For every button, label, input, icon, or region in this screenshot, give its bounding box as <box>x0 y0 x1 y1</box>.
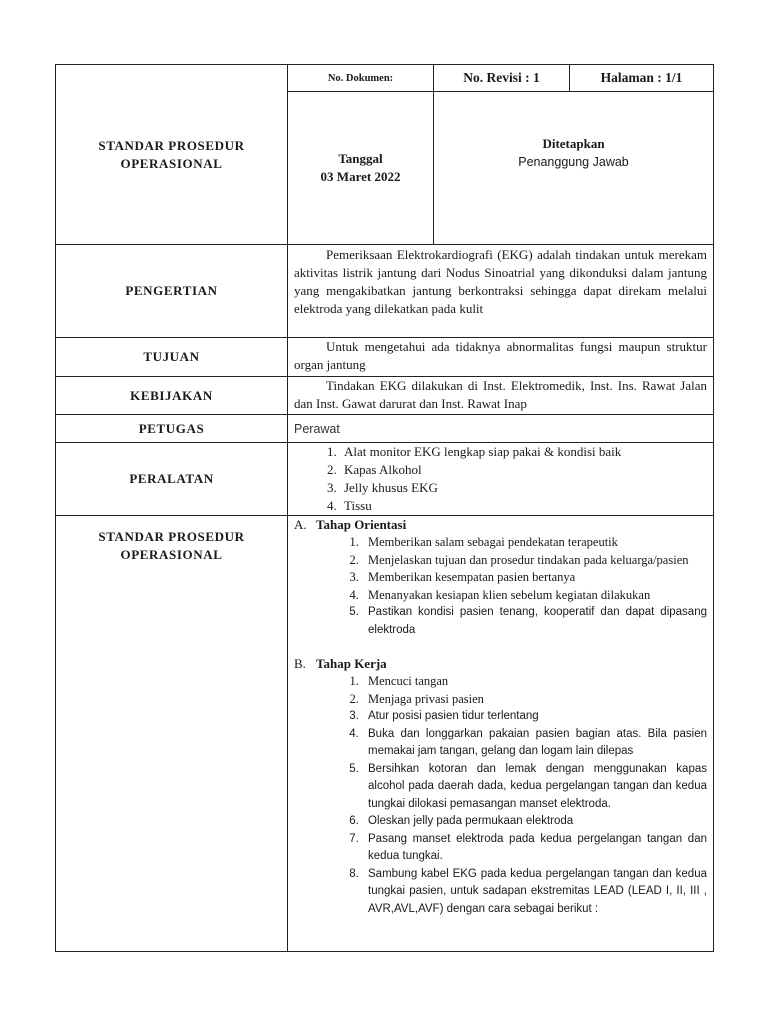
peralatan-list <box>288 443 713 515</box>
section-a-letter: A. <box>294 517 307 532</box>
section-a-steps <box>288 534 713 639</box>
list-item: 5. Pastikan kondisi pasien tenang, kooperatif dan dapat dipasang elektroda <box>362 604 707 639</box>
list-item: 6. Oleskan jelly pada permukaan elektroda <box>362 813 707 831</box>
tanggal-cell <box>288 92 434 245</box>
kebijakan-text: Tindakan EKG dilakukan di Inst. Elektromedik, Inst. Ins. Rawat Jalan dan Inst. Gawat darurat dan Inst. Rawat Inap <box>294 378 707 411</box>
tanggal-value: 03 Maret 2022 <box>320 169 401 184</box>
sop-label: STANDAR PROSEDUR OPERASIONAL <box>98 529 245 562</box>
peralatan-label: PERALATAN <box>129 471 214 486</box>
section-b-heading <box>288 655 713 673</box>
no-revisi-cell <box>434 65 570 92</box>
section-b-steps <box>288 673 713 918</box>
petugas-text: Perawat <box>294 421 340 436</box>
tujuan-cell <box>288 338 714 377</box>
document-title-cell <box>56 65 288 245</box>
peralatan-cell <box>288 443 714 516</box>
no-revisi: No. Revisi : 1 <box>463 70 540 85</box>
ditetapkan-cell <box>434 92 714 245</box>
list-item: 3. Atur posisi pasien tidur terlentang <box>362 708 707 726</box>
sop-table <box>55 64 714 952</box>
list-item: 1. Alat monitor EKG lengkap siap pakai & kondisi baik <box>340 443 713 461</box>
list-item: 2. Kapas Alkohol <box>340 461 713 479</box>
petugas-label: PETUGAS <box>138 420 205 436</box>
peralatan-label-cell <box>56 443 288 516</box>
tanggal-label: Tanggal <box>338 151 383 166</box>
section-b-letter: B. <box>294 656 306 671</box>
list-item: 4. Tissu <box>340 497 713 515</box>
list-item: 3. Memberikan kesempatan pasien bertanya <box>362 569 707 587</box>
tujuan-label-cell <box>56 338 288 377</box>
section-b-title: Tahap Kerja <box>316 656 387 671</box>
pengertian-cell <box>288 245 714 338</box>
ditetapkan-label: Ditetapkan <box>542 136 605 151</box>
pengertian-text: Pemeriksaan Elektrokardiografi (EKG) adalah tindakan untuk merekam aktivitas listrik jantung dari Nodus Sinoatrial yang dikonduksi dalam jantung yang mengakibatkan jantung berkontraksi sehingga dapat direkam melalui elektroda yang dilekatkan pada kulit <box>294 247 707 316</box>
kebijakan-label-cell <box>56 377 288 415</box>
kebijakan-label: KEBIJAKAN <box>130 387 213 403</box>
list-item: 7. Pasang manset elektroda pada kedua pergelangan tangan dan kedua tungkai. <box>362 831 707 866</box>
list-item: 4. Menanyakan kesiapan klien sebelum kegiatan dilakukan <box>362 587 707 605</box>
kebijakan-cell <box>288 377 714 415</box>
sop-label-cell <box>56 516 288 952</box>
halaman: Halaman : 1/1 <box>600 70 683 85</box>
halaman-cell <box>570 65 714 92</box>
list-item: 5. Bersihkan kotoran dan lemak dengan menggunakan kapas alcohol pada daerah dada, kedua pergelangan tangan dan kedua tungkai dilokasi pemasangan manset elektroda. <box>362 761 707 814</box>
section-a-heading <box>288 516 713 534</box>
list-item: 1. Memberikan salam sebagai pendekatan terapeutik <box>362 534 707 552</box>
list-item: 2. Menjelaskan tujuan dan prosedur tindakan pada keluarga/pasien <box>362 552 707 570</box>
document-title: STANDAR PROSEDUR OPERASIONAL <box>98 137 245 171</box>
petugas-label-cell <box>56 415 288 443</box>
list-item: 1. Mencuci tangan <box>362 673 707 691</box>
pengertian-label: PENGERTIAN <box>125 283 218 298</box>
list-item: 8. Sambung kabel EKG pada kedua pergelangan tangan dan kedua tungkai pasien, untuk sadapan ekstremitas LEAD (LEAD I, II, III , AVR,AVL,AVF) dengan cara sebagai berikut : <box>362 866 707 919</box>
list-item: 4. Buka dan longgarkan pakaian pasien bagian atas. Bila pasien memakai jam tangan, gelang dan logam lain dilepas <box>362 726 707 761</box>
no-dokumen-label: No. Dokumen: <box>327 72 394 84</box>
section-a-title: Tahap Orientasi <box>316 517 407 532</box>
list-item: 3. Jelly khusus EKG <box>340 479 713 497</box>
no-dokumen-cell <box>288 65 434 92</box>
list-item: 2. Menjaga privasi pasien <box>362 691 707 709</box>
petugas-cell <box>288 415 714 443</box>
tujuan-text: Untuk mengetahui ada tidaknya abnormalitas fungsi maupun struktur organ jantung <box>294 339 707 372</box>
tujuan-label: TUJUAN <box>143 349 200 364</box>
sop-steps-cell <box>288 516 714 952</box>
pengertian-label-cell <box>56 245 288 338</box>
ditetapkan-value: Penanggung Jawab <box>518 155 629 169</box>
